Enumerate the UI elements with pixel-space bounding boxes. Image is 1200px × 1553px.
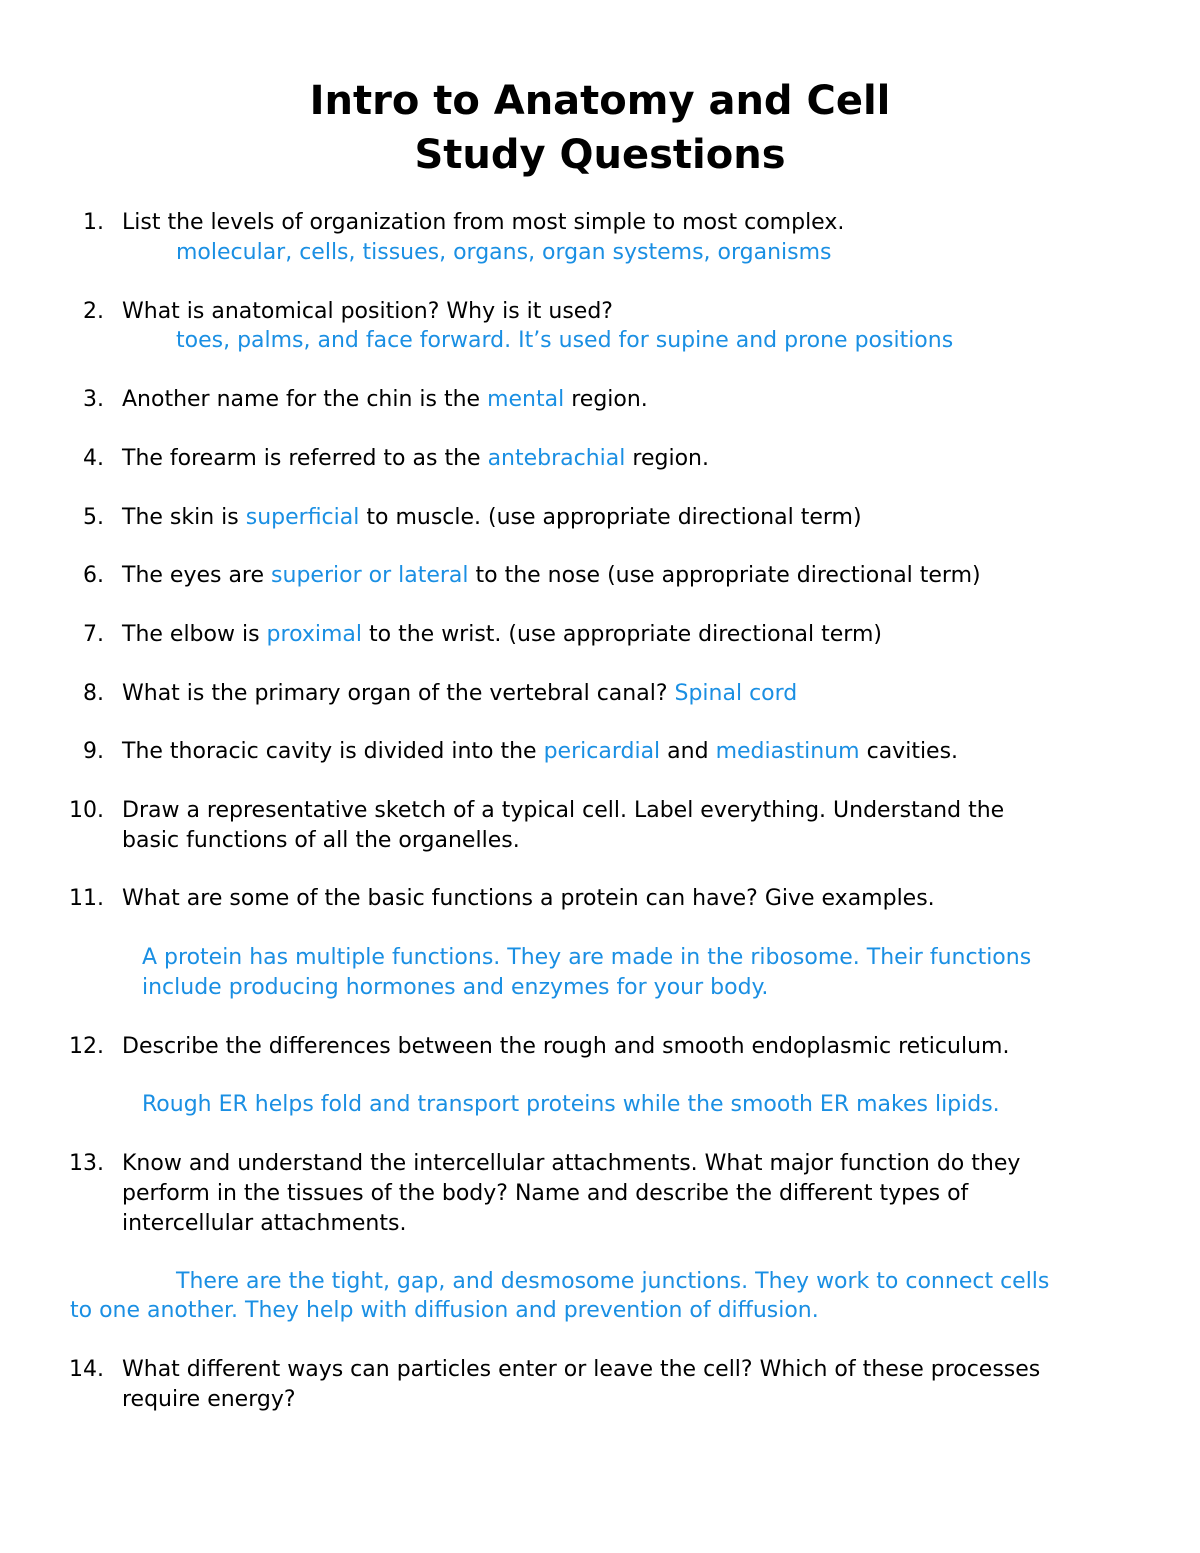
question-number: 9. <box>83 739 104 764</box>
inline-answer: superficial <box>245 505 360 530</box>
question-number: 10. <box>69 798 104 823</box>
question-number: 14. <box>69 1357 104 1382</box>
question-post-text: to the wrist. (use appropriate directional term) <box>369 622 882 647</box>
question-text <box>122 620 882 650</box>
question-number: 4. <box>83 446 104 471</box>
question-text: Describe the differences between the rough and smooth endoplasmic reticulum. <box>122 1034 1010 1059</box>
question-number: 2. <box>83 299 104 324</box>
question-text: List the levels of organization from most simple to most complex. <box>122 210 845 235</box>
question-text-line: perform in the tissues of the body? Name and describe the different types of <box>122 1181 969 1206</box>
page-title-line-1: Intro to Anatomy and Cell <box>309 78 891 124</box>
question-post-text: region. <box>632 446 709 471</box>
question-number: 1. <box>83 210 104 235</box>
question-post-text: to muscle. (use appropriate directional term) <box>366 505 862 530</box>
question-mid-text: and <box>667 739 709 764</box>
question-number: 7. <box>83 622 104 647</box>
question-text-line: intercellular attachments. <box>122 1211 407 1236</box>
question-text-line: What different ways can particles enter or leave the cell? Which of these processes <box>122 1357 1041 1382</box>
question-pre-text: The thoracic cavity is divided into the <box>122 739 537 764</box>
question-number: 3. <box>83 387 104 412</box>
question-number: 11. <box>69 886 104 911</box>
question-text <box>122 679 797 709</box>
question-post-text: to the nose (use appropriate directional term) <box>475 563 981 588</box>
question-text: What is anatomical position? Why is it used? <box>122 299 613 324</box>
inline-answer: mental <box>487 387 565 412</box>
answer-11-line-2: include producing hormones and enzymes for your body. <box>142 975 769 1000</box>
question-text-line: basic functions of all the organelles. <box>122 828 520 853</box>
inline-answer: pericardial <box>543 739 661 764</box>
question-pre-text: The elbow is <box>122 622 260 647</box>
inline-answer: mediastinum <box>715 739 860 764</box>
inline-answer: Spinal cord <box>674 681 798 706</box>
question-text <box>122 1149 1020 1239</box>
answer-1: molecular, cells, tissues, organs, organ systems, organisms <box>176 240 832 265</box>
question-text <box>122 796 1004 856</box>
question-pre-text: The forearm is referred to as the <box>122 446 481 471</box>
question-text-line: Draw a representative sketch of a typical cell. Label everything. Understand the <box>122 798 1005 823</box>
question-text <box>122 737 958 767</box>
question-text: What are some of the basic functions a protein can have? Give examples. <box>122 886 935 911</box>
question-post-text: cavities. <box>866 739 959 764</box>
question-text <box>122 444 709 474</box>
question-text <box>122 385 648 415</box>
question-pre-text: What is the primary organ of the vertebral canal? <box>122 681 668 706</box>
answer-12: Rough ER helps fold and transport proteins while the smooth ER makes lipids. <box>142 1092 1000 1117</box>
question-number: 5. <box>83 505 104 530</box>
question-pre-text: Another name for the chin is the <box>122 387 481 412</box>
inline-answer: proximal <box>266 622 363 647</box>
question-text <box>122 1355 1040 1415</box>
page-title-line-2: Study Questions <box>414 132 786 178</box>
question-text-line: Know and understand the intercellular attachments. What major function do they <box>122 1151 1021 1176</box>
question-text <box>122 561 981 591</box>
question-number: 8. <box>83 681 104 706</box>
question-number: 12. <box>69 1034 104 1059</box>
inline-answer: antebrachial <box>487 446 626 471</box>
answer-13-line-2: to one another. They help with diffusion and prevention of diffusion. <box>70 1298 819 1323</box>
question-text-line: require energy? <box>122 1387 296 1412</box>
answer-2: toes, palms, and face forward. It’s used for supine and prone positions <box>176 328 954 353</box>
question-number: 6. <box>83 563 104 588</box>
question-pre-text: The eyes are <box>122 563 265 588</box>
inline-answer: superior or lateral <box>271 563 469 588</box>
question-pre-text: The skin is <box>122 505 239 530</box>
answer-11-line-1: A protein has multiple functions. They are made in the ribosome. Their functions <box>142 945 1032 970</box>
question-text <box>122 503 862 533</box>
question-post-text: region. <box>571 387 648 412</box>
question-number: 13. <box>69 1151 104 1176</box>
answer-13-line-1: There are the tight, gap, and desmosome junctions. They work to connect cells <box>176 1269 1050 1294</box>
